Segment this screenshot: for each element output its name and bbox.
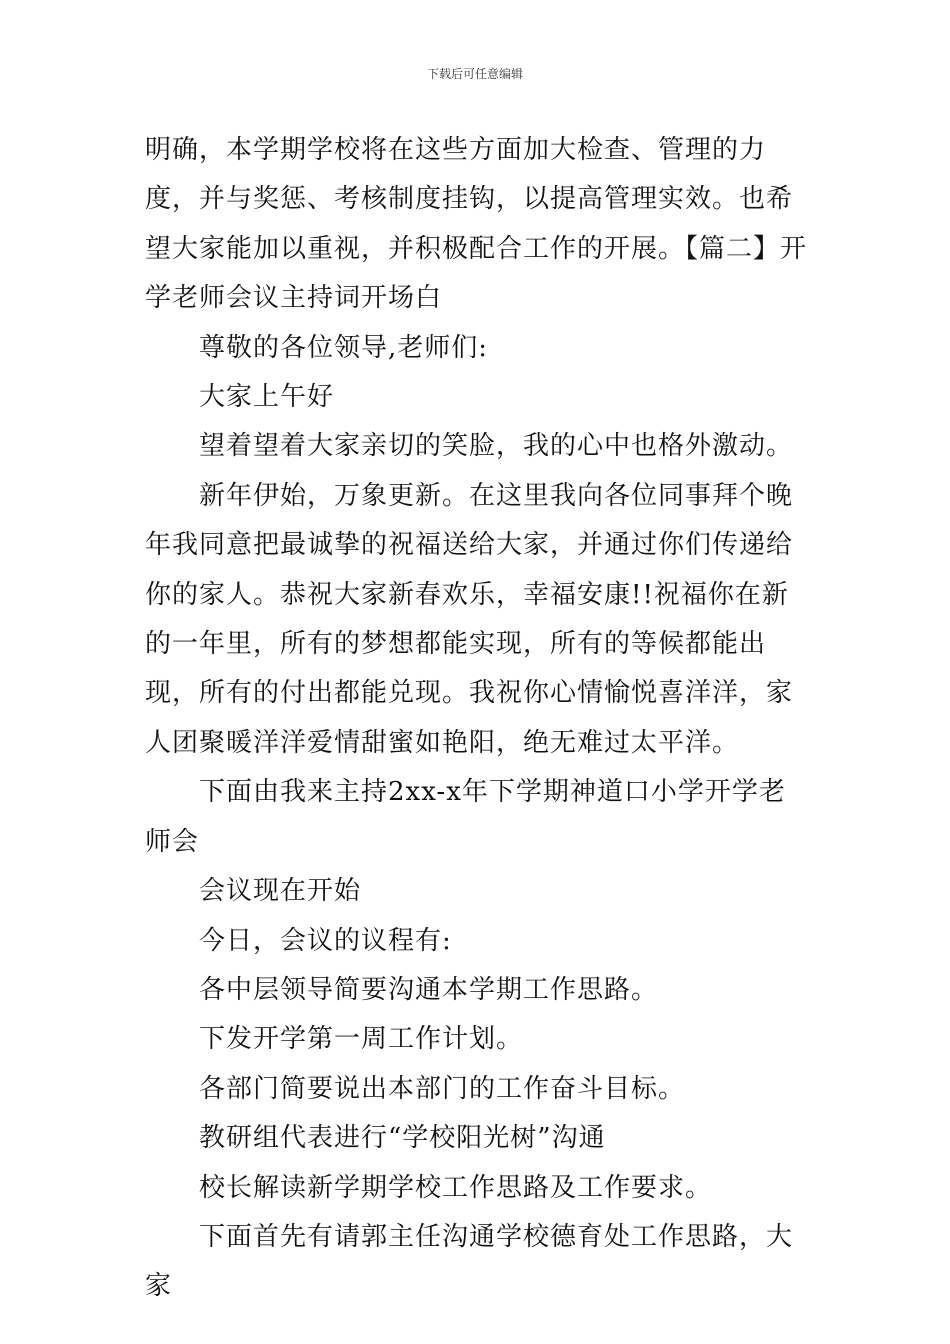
paragraph-12: 教研组代表进行“学校阳光树”沟通 <box>199 1123 606 1154</box>
paragraph-6: 下面由我来主持2xx-x年下学期神道口小学开学老师会 <box>145 777 786 857</box>
paragraph-7: 会议现在开始 <box>199 876 362 907</box>
paragraph-5: 新年伊始，万象更新。在这里我向各位同事拜个晚年我同意把最诚挚的祝福送给大家，并通过你们传递给你的家人。恭祝大家新春欢乐，幸福安康!!祝福你在新的一年里，所有的梦想都能实现，所有的等候都能出现，所有的付出都能兑现。我祝你心情愉悦喜洋洋，家人团聚暖洋洋爱情甜蜜如艳阳，绝无难过太平洋。 <box>145 480 794 758</box>
paragraph-10: 下发开学第一周工作计划。 <box>199 1024 524 1055</box>
paragraph-1: 明确，本学期学校将在这些方面加大检查、管理的力度，并与奖惩、考核制度挂钩，以提高管理实效。也希望大家能加以重视，并积极配合工作的开展。【篇二】开学老师会议主持词开场白 <box>145 135 808 314</box>
paragraph-11: 各部门简要说出本部门的工作奋斗目标。 <box>199 1073 686 1104</box>
paragraph-2: 尊敬的各位领导,老师们: <box>199 332 489 363</box>
page-header-note: 下载后可任意编辑 <box>426 67 523 81</box>
paragraph-8: 今日，会议的议程有: <box>199 925 452 956</box>
paragraph-13: 校长解读新学期学校工作思路及工作要求。 <box>199 1172 713 1203</box>
paragraph-9: 各中层领导简要沟通本学期工作思路。 <box>199 974 659 1005</box>
paragraph-14: 下面首先有请郭主任沟通学校德育处工作思路，大家 <box>145 1221 794 1302</box>
document-body <box>145 126 810 1312</box>
paragraph-4: 望着望着大家亲切的笑脸，我的心中也格外激动。 <box>199 431 794 462</box>
paragraph-3: 大家上午好 <box>199 382 335 413</box>
